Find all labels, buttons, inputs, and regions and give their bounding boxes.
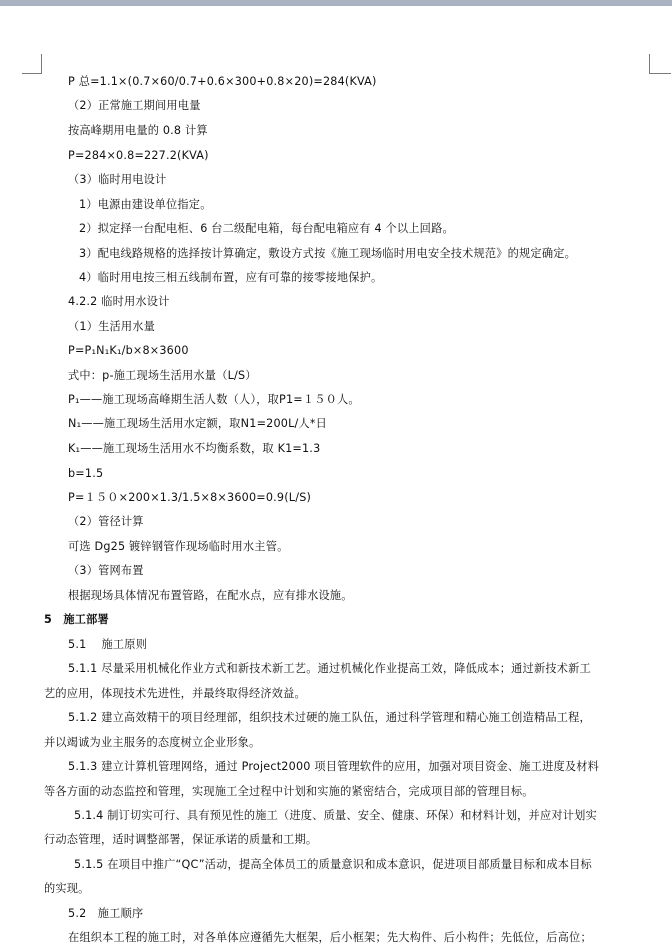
formula-legend: P₁——施工现场高峰期生活人数（人），取P1=１５０人。 [68, 393, 360, 406]
section-heading-5-2: 5.2 施工顺序 [68, 907, 144, 920]
paragraph-line: 的实现。 [44, 882, 90, 895]
list-item: 3）配电线路规格的选择按计算确定，敷设方式按《施工现场临时用电安全技术规范》的规定确定。 [79, 247, 576, 260]
paragraph-line: 5.1.4 制订切实可行、具有预见性的施工（进度、质量、安全、健康、环保）和材料计划，并应对计划实 [74, 809, 597, 822]
paragraph-line: 按高峰期用电量的 0.8 计算 [68, 124, 208, 137]
list-item: 2）拟定择一台配电柜、6 台二级配电箱，每台配电箱应有 4 个以上回路。 [79, 222, 454, 235]
paragraph-line: 行动态管理，适时调整部署，保证承诺的质量和工期。 [44, 833, 318, 846]
paragraph-line: 5.1.3 建立计算机管理网络，通过 Project2000 项目管理软件的应用，加强对项目资金、施工进度及材料 [68, 760, 600, 773]
paragraph-line: 等各方面的动态监控和管理，实现施工全过程中计划和实施的紧密结合，完成项目部的管理目标。 [44, 785, 534, 798]
formula-legend: 式中：p-施工现场生活用水量（L/S） [68, 369, 257, 382]
water-result-formula: P=１５０×200×1.3/1.5×8×3600=0.9(L/S) [68, 491, 312, 504]
section-heading-5-1: 5.1 施工原则 [68, 638, 148, 651]
paragraph-line: 5.1.5 在项目中推广“QC”活动，提高全体员工的质量意识和成本意识，促进项目部质量目标和成本目标 [74, 858, 592, 871]
chapter-heading-5: 5 施工部署 [44, 613, 109, 626]
paragraph-line: 可选 Dg25 镀锌钢管作现场临时用水主管。 [68, 540, 289, 553]
heading-pipe-network: （3）管网布置 [68, 564, 144, 577]
heading-normal-power: （2）正常施工期间用电量 [68, 99, 201, 112]
list-item: 1）电源由建设单位指定。 [79, 198, 212, 211]
paragraph-line: 5.1.1 尽量采用机械化作业方式和新技术新工艺。通过机械化作业提高工效，降低成本；通过新技术新工 [68, 662, 591, 675]
power-formula: P=284×0.8=227.2(KVA) [68, 149, 209, 162]
heading-temp-power-design: （3）临时用电设计 [68, 173, 167, 186]
list-item: 4）临时用电按三相五线制布置，应有可靠的接零接地保护。 [79, 271, 383, 284]
formula-legend: N₁——施工现场生活用水定额，取N1=200L/人*日 [68, 417, 328, 430]
paragraph-line: 艺的应用，体现技术先进性，并最终取得经济效益。 [44, 687, 306, 700]
heading-living-water: （1）生活用水量 [68, 320, 156, 333]
paragraph-line: 根据现场具体情况布置管路，在配水点，应有排水设施。 [68, 589, 353, 602]
total-power-formula: P 总=1.1×(0.7×60/0.7+0.6×300+0.8×20)=284(KVA) [68, 75, 377, 88]
paragraph-line: 并以竭诚为业主服务的态度树立企业形象。 [44, 736, 261, 749]
section-heading-4-2-2: 4.2.2 临时用水设计 [68, 295, 170, 308]
water-formula: P=P₁N₁K₁/b×8×3600 [68, 344, 189, 357]
formula-legend: b=1.5 [68, 467, 104, 480]
formula-legend: K₁——施工现场生活用水不均衡系数，取 K1=1.3 [68, 442, 321, 455]
paragraph-line: 在组织本工程的施工时，对各单体应遵循先大框架，后小框架；先大构件、后小构件；先低位，后高位； [68, 931, 592, 944]
heading-pipe-diameter: （2）管径计算 [68, 515, 144, 528]
paragraph-line: 5.1.2 建立高效精干的项目经理部，组织技术过硬的施工队伍，通过科学管理和精心施工创造精品工程， [68, 711, 591, 724]
